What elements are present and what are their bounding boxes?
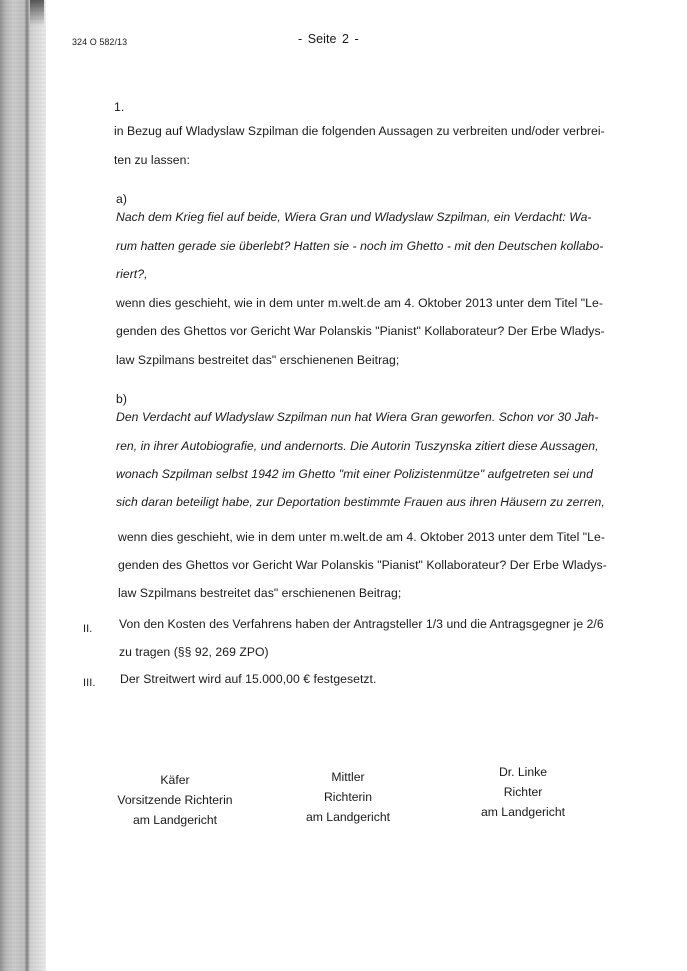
item-b-quote-line: ren, in ihrer Autobiografie, und andernorts. Die Autorin Tuszynska zitiert diese Aussagen, — [116, 439, 599, 453]
item-a-source-line: genden des Ghettos vor Gericht War Polanskis "Pianist" Kollaborateur? Der Erbe Wladys- — [116, 324, 605, 338]
item-b-source-line: genden des Ghettos vor Gericht War Polanskis "Pianist" Kollaborateur? Der Erbe Wladys- — [118, 558, 607, 572]
section-3-number: III. — [83, 677, 96, 689]
item-a-source-line: law Szpilmans bestreitet das" erschienenen Beitrag; — [116, 353, 400, 367]
scan-edge-corner — [30, 0, 44, 26]
signature-block — [463, 762, 583, 822]
signature-title: Richter — [503, 785, 543, 799]
section-2-line: Von den Kosten des Verfahrens haben der Antragsteller 1/3 und die Antragsgegner je 2/6 — [119, 617, 604, 631]
item-a-quote-line: Nach dem Krieg fiel auf beide, Wiera Gran und Wladyslaw Szpilman, ein Verdacht: Wa- — [116, 210, 592, 224]
item-b-source-line: law Szpilmans bestreitet das" erschienenen Beitrag; — [118, 586, 402, 600]
item-a-quote-line: riert?, — [116, 267, 148, 281]
signature-court: am Landgericht — [132, 813, 217, 827]
section-1-intro-line: in Bezug auf Wladyslaw Szpilman die folgenden Aussagen zu verbreiten und/oder verbrei- — [114, 124, 605, 138]
section-3-text: Der Streitwert wird auf 15.000,00 € festgesetzt. — [120, 672, 377, 686]
signature-name: Mittler — [331, 770, 365, 784]
section-1-intro-line: ten zu lassen: — [114, 153, 190, 167]
section-2-number: II. — [83, 623, 93, 635]
item-a-quote-line: rum hatten gerade sie überlebt? Hatten sie - noch im Ghetto - mit den Deutschen kollabo- — [116, 239, 604, 253]
signature-title: Vorsitzende Richterin — [117, 793, 233, 807]
signature-court: am Landgericht — [480, 805, 565, 819]
signature-court: am Landgericht — [305, 810, 390, 824]
signature-title: Richterin — [323, 790, 373, 804]
item-b-label: b) — [116, 392, 127, 406]
scan-edge-band — [24, 0, 30, 971]
item-a-label: a) — [116, 192, 127, 206]
item-b-quote-line: wonach Szpilman selbst 1942 im Ghetto "mit einer Polizistenmütze" aufgetreten sei und — [116, 467, 593, 481]
item-b-quote-line: sich daran beteiligt habe, zur Deportation bestimmte Frauen aus ihren Häusern zu zerren, — [116, 495, 605, 509]
section-2-line: zu tragen (§§ 92, 269 ZPO) — [119, 645, 269, 659]
signature-name: Käfer — [160, 773, 190, 787]
page-number: - Seite 2 - — [298, 32, 359, 46]
item-b-source-line: wenn dies geschieht, wie in dem unter m.welt.de am 4. Oktober 2013 unter dem Titel "Le- — [118, 530, 605, 544]
signature-block — [288, 767, 408, 827]
case-number: 324 O 582/13 — [72, 37, 128, 47]
item-b-quote-line: Den Verdacht auf Wladyslaw Szpilman nun hat Wiera Gran geworfen. Schon vor 30 Jah- — [116, 410, 599, 424]
signature-name: Dr. Linke — [498, 765, 548, 779]
signature-block — [100, 770, 250, 830]
scan-edge-shadow — [0, 0, 46, 971]
section-1-number: 1. — [114, 100, 125, 114]
item-a-source-line: wenn dies geschieht, wie in dem unter m.welt.de am 4. Oktober 2013 unter dem Titel "Le- — [116, 296, 603, 310]
